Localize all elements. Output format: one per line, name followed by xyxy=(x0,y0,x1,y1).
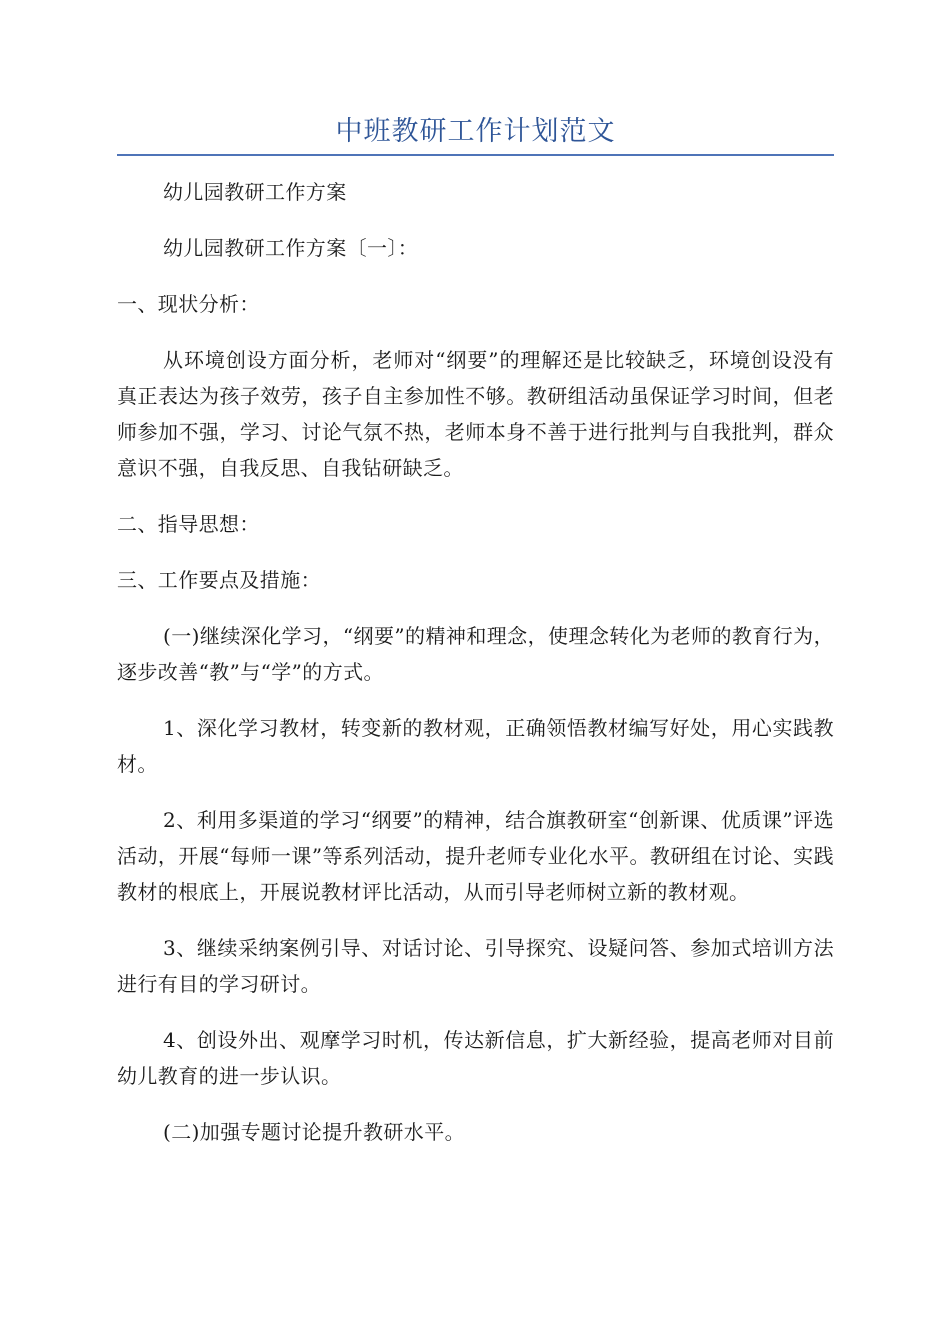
document-body xyxy=(117,174,834,1170)
section-heading-2: 二、指导思想： xyxy=(117,512,260,536)
paragraph-8: 1、深化学习教材，转变新的教材观，正确领悟教材编写好处，用心实践教材。 xyxy=(117,716,834,776)
title-underline xyxy=(117,154,834,156)
paragraph-10: 3、继续采纳案例引导、对话讨论、引导探究、设疑问答、参加式培训方法进行有目的学习研讨。 xyxy=(117,936,834,996)
paragraph-4: 从环境创设方面分析，老师对“纲要”的理解还是比较缺乏，环境创设没有真正表达为孩子效劳，孩子自主参加性不够。教研组活动虽保证学习时间，但老师参加不强，学习、讨论气氛不热，老师本身不善于进行批判与自我批判，群众意识不强，自我反思、自我钻研缺乏。 xyxy=(117,348,834,480)
paragraph-2: 幼儿园教研工作方案〔一〕： xyxy=(163,236,419,260)
section-heading-3: 三、工作要点及措施： xyxy=(117,568,321,592)
paragraph-9: 2、利用多渠道的学习“纲要”的精神，结合旗教研室“创新课、优质课”评选活动，开展“每师一课”等系列活动，提升老师专业化水平。教研组在讨论、实践教材的根底上，开展说教材评比活动，从而引导老师树立新的教材观。 xyxy=(117,808,834,904)
paragraph-7: (一)继续深化学习，“纲要”的精神和理念，使理念转化为老师的教育行为，逐步改善“教”与“学”的方式。 xyxy=(117,624,834,684)
paragraph-11: 4、创设外出、观摩学习时机，传达新信息，扩大新经验，提高老师对目前幼儿教育的进一步认识。 xyxy=(117,1028,834,1088)
paragraph-1: 幼儿园教研工作方案 xyxy=(163,180,347,204)
section-heading-1: 一、现状分析： xyxy=(117,292,260,316)
document-title: 中班教研工作计划范文 xyxy=(335,116,616,147)
paragraph-12: (二)加强专题讨论提升教研水平。 xyxy=(163,1120,466,1144)
